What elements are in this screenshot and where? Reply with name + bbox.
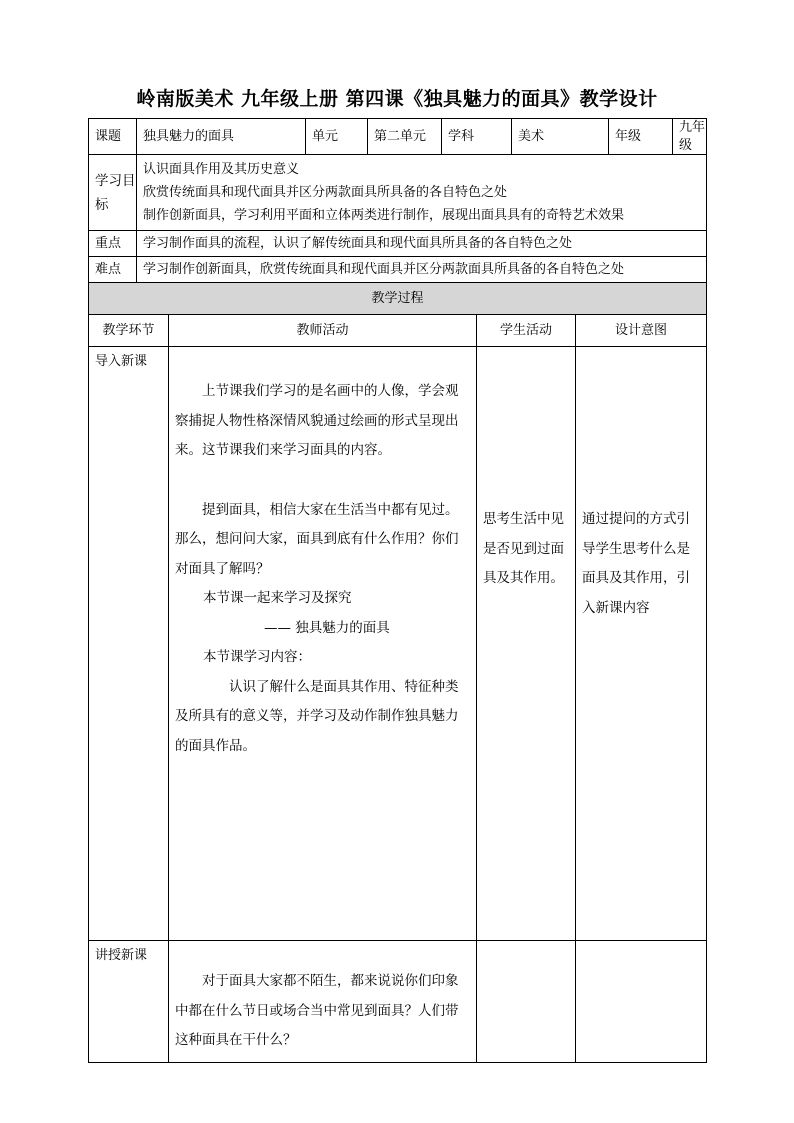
grade-label: 年级: [609, 119, 673, 155]
objective-item: 认识面具作用及其历史意义: [143, 162, 300, 178]
difficulty-label: 难点: [89, 257, 137, 283]
process-section-header: 教学过程: [89, 283, 707, 315]
process-column-headers: [89, 315, 707, 347]
difficulty-value: 学习制作创新面具，欣赏传统面具和现代面具并区分两款面具所具备的各自特色之处: [137, 257, 707, 283]
teacher-paragraph: 提到面具，相信大家在生活当中都有见过。那么，想问问大家，面具到底有什么作用？你们对面具了解吗？: [175, 501, 459, 577]
design-intent: [576, 941, 707, 1063]
key-point-value: 学习制作面具的流程，认识了解传统面具和现代面具所具备的各自特色之处: [137, 231, 707, 257]
subject-label: 学科: [442, 119, 512, 155]
column-header-student: 学生活动: [477, 315, 576, 347]
design-intent: 通过提问的方式引导学生思考什么是面具及其作用，引入新课内容: [576, 347, 707, 941]
objectives-list: [137, 155, 707, 231]
page-title: 岭南版美术 九年级上册 第四课《独具魅力的面具》教学设计: [136, 88, 658, 110]
process-row-intro: [89, 347, 707, 941]
objective-item: 欣赏传统面具和现代面具并区分两款面具所具备的各自特色之处: [143, 185, 508, 201]
topic-value: 独具魅力的面具: [137, 119, 306, 155]
difficulty-row: [89, 257, 707, 283]
unit-label: 单元: [306, 119, 368, 155]
student-activity: [477, 941, 576, 1063]
grade-value: 九年级: [673, 119, 707, 155]
objectives-row: [89, 155, 707, 231]
process-row-teaching: [89, 941, 707, 1063]
lesson-plan-table: [88, 118, 707, 1063]
column-header-intent: 设计意图: [576, 315, 707, 347]
column-header-stage: 教学环节: [89, 315, 169, 347]
key-point-row: [89, 231, 707, 257]
objective-item: 制作创新面具，学习利用平面和立体两类进行制作，展现出面具具有的奇特艺术效果: [143, 208, 625, 224]
objectives-label: 学习目标: [89, 155, 137, 231]
teacher-paragraph: 本节课一起来学习及探究: [203, 590, 352, 607]
column-header-teacher: 教师活动: [169, 315, 477, 347]
teacher-activity: [169, 941, 477, 1063]
student-activity: 思考生活中见是否见到过面具及其作用。: [477, 347, 576, 941]
teacher-paragraph: 对于面具大家都不陌生，都来说说你们印象中都在什么节日或场合当中常见到面具？人们带这种面具在干什么？: [175, 973, 459, 1049]
teacher-paragraph: 认识了解什么是面具其作用、特征种类及所具有的意义等，并学习及动作制作独具魅力的面具作品。: [175, 678, 459, 754]
teacher-paragraph: 本节课学习内容：: [203, 649, 311, 666]
teacher-paragraph: 上节课我们学习的是名画中的人像，学会观察捕捉人物性格深情风貌通过绘画的形式呈现出来。这节课我们来学习面具的内容。: [175, 383, 459, 459]
process-header-row: [89, 283, 707, 315]
stage-label: 讲授新课: [89, 941, 169, 1063]
key-point-label: 重点: [89, 231, 137, 257]
teacher-activity: [169, 347, 477, 941]
info-row: [89, 119, 707, 155]
stage-label: 导入新课: [89, 347, 169, 941]
teacher-paragraph: —— 独具魅力的面具: [264, 619, 390, 636]
unit-value: 第二单元: [368, 119, 442, 155]
topic-label: 课题: [89, 119, 137, 155]
subject-value: 美术: [512, 119, 609, 155]
